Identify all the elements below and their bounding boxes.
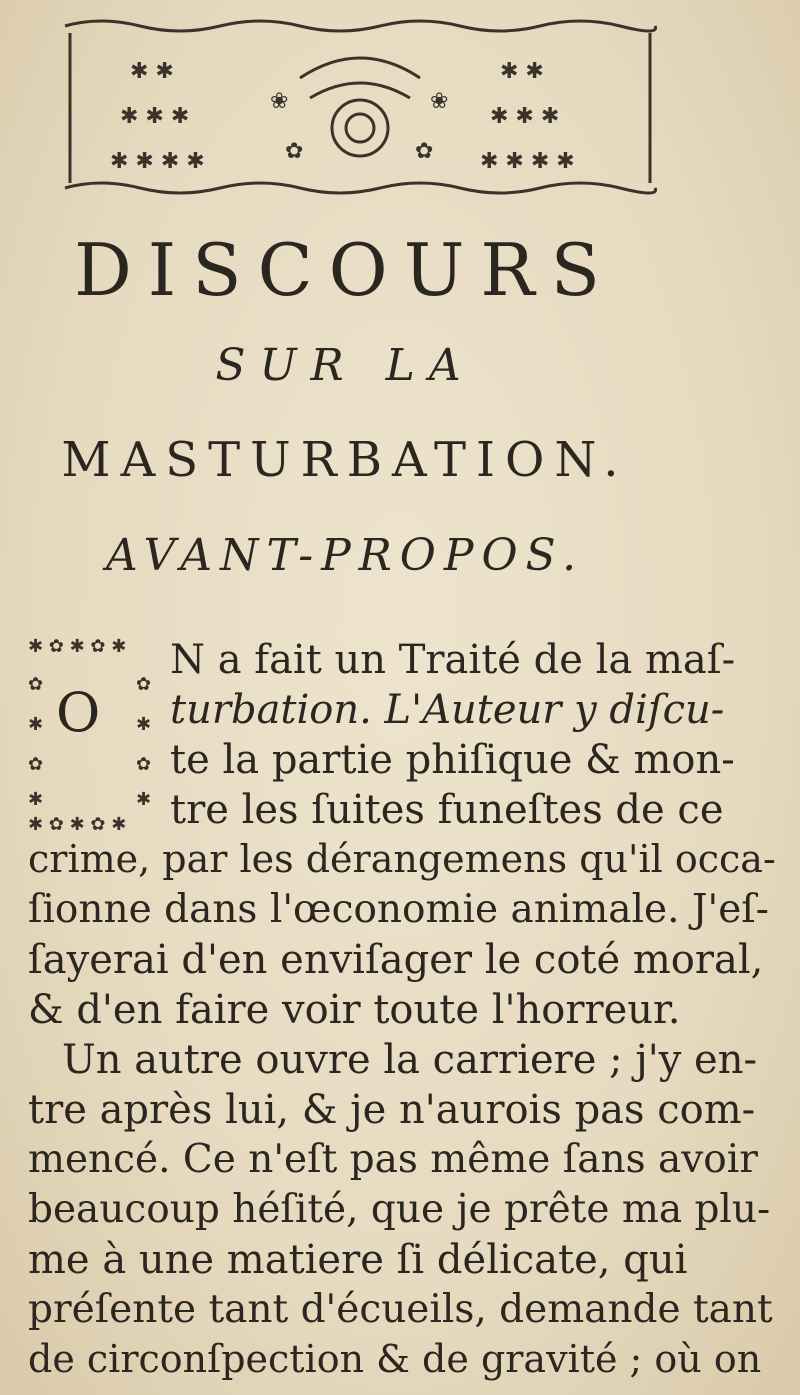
text-line: tre les ſuites funeſtes de ce: [170, 787, 724, 833]
svg-text:✱ ✿ ✱ ✿ ✱: ✱ ✿ ✱ ✿ ✱: [28, 636, 127, 657]
svg-text:✱ ✱ ✱: ✱ ✱ ✱: [490, 104, 560, 129]
svg-text:❀: ❀: [430, 89, 449, 114]
svg-text:✱ ✱: ✱ ✱: [500, 59, 544, 84]
text-line: beaucoup héſité, que je prête ma plu-: [28, 1187, 771, 1232]
svg-text:✿: ✿: [285, 139, 304, 164]
text-line: ſionne dans l'œconomie animale. J'eſ-: [28, 887, 769, 932]
headband-ornament-icon: [60, 8, 660, 223]
page-subtitle: SUR LA: [215, 340, 475, 391]
text-line: tre après lui, & je n'aurois pas com-: [28, 1087, 756, 1133]
section-heading: AVANT-PROPOS.: [105, 530, 585, 581]
page-title: DISCOURS: [74, 228, 616, 312]
text-line: crime, par les dérangemens qu'il occa-: [28, 837, 776, 881]
page-topic: MASTURBATION.: [61, 432, 629, 488]
text-line: ſayerai d'en enviſager le coté moral,: [28, 937, 764, 983]
svg-text:✱: ✱: [136, 789, 152, 810]
text-line: préſente tant d'écueils, demande tant: [28, 1287, 773, 1332]
svg-text:✱ ✱ ✱ ✱: ✱ ✱ ✱ ✱: [480, 149, 575, 174]
ornamental-headband: [60, 8, 660, 223]
text-line: turbation. L'Auteur y diſcu-: [170, 687, 725, 733]
svg-text:✱ ✿ ✱ ✿ ✱: ✱ ✿ ✱ ✿ ✱: [28, 814, 127, 835]
text-line: te la partie phiſique & mon-: [170, 737, 735, 783]
text-line: & d'en faire voir toute l'horreur.: [28, 987, 681, 1033]
svg-text:✿: ✿: [28, 754, 44, 775]
text-line: me à une matiere ſi délicate, qui: [28, 1237, 688, 1283]
svg-text:❀: ❀: [270, 89, 289, 114]
svg-text:✿: ✿: [415, 139, 434, 164]
svg-text:✱: ✱: [136, 714, 152, 735]
svg-text:✱ ✱ ✱: ✱ ✱ ✱: [120, 104, 190, 129]
svg-text:✱: ✱: [28, 789, 44, 810]
text-line: Un autre ouvre la carriere ; j'y en-: [62, 1037, 757, 1083]
text-line: N a fait un Traité de la maſ-: [170, 637, 736, 683]
svg-text:✱: ✱: [28, 714, 44, 735]
svg-text:✿: ✿: [28, 674, 44, 695]
svg-text:✱ ✱: ✱ ✱: [130, 59, 174, 84]
text-line: mencé. Ce n'eſt pas même ſans avoir: [28, 1137, 758, 1182]
text-line: de circonſpection & de gravité ; où on: [28, 1337, 762, 1381]
dropcap-letter: O: [56, 681, 101, 744]
svg-text:✱ ✱ ✱ ✱: ✱ ✱ ✱ ✱: [110, 149, 205, 174]
svg-text:✿: ✿: [136, 674, 152, 695]
svg-text:✿: ✿: [136, 754, 152, 775]
